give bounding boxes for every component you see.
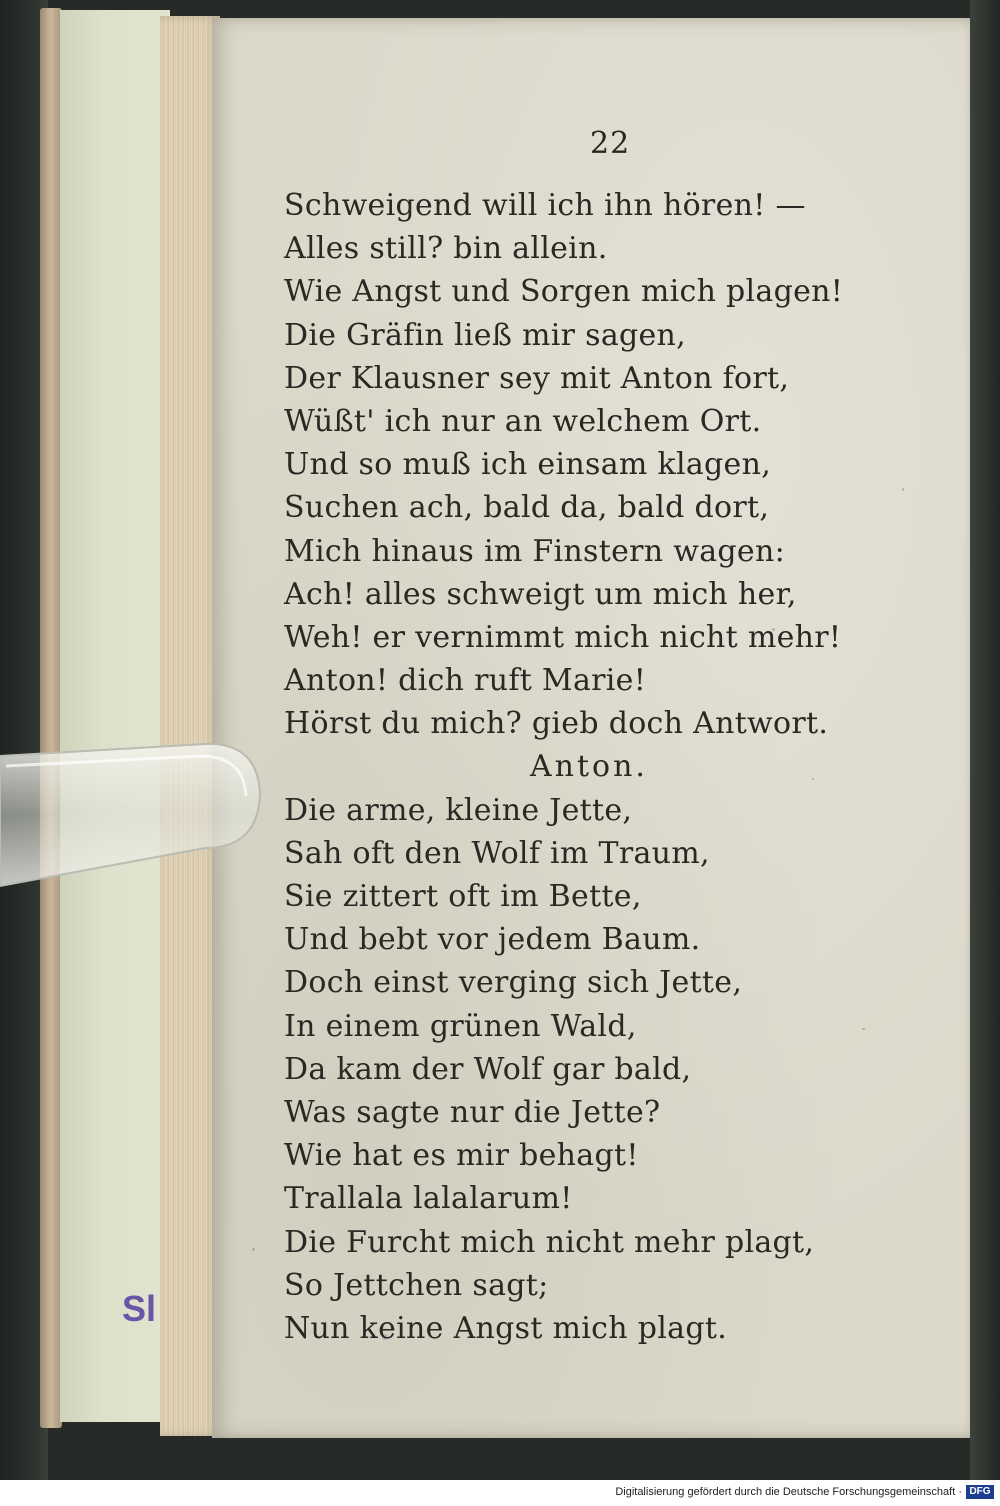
verse-line: In einem grünen Wald,	[284, 1008, 637, 1044]
verse-line: Wie Angst und Sorgen mich plagen!	[284, 274, 844, 310]
plastic-clip	[0, 742, 262, 888]
verse-line: Da kam der Wolf gar bald,	[284, 1051, 692, 1087]
speaker-name: Anton.	[530, 749, 648, 785]
verse-line: Und so muß ich einsam klagen,	[284, 447, 772, 483]
verse-line: Weh! er vernimmt mich nicht mehr!	[284, 619, 842, 655]
verse-line: Alles still? bin allein.	[284, 231, 608, 267]
verse-line: So Jettchen sagt;	[284, 1267, 549, 1303]
verse-line: Mich hinaus im Finstern wagen:	[284, 533, 786, 569]
verse-line: Sah oft den Wolf im Traum,	[284, 835, 710, 871]
verse-line: Schweigend will ich ihn hören! —	[284, 188, 806, 223]
verse-text	[284, 184, 884, 1350]
verse-line: Was sagte nur die Jette?	[284, 1094, 661, 1130]
verse-line: Sie zittert oft im Bette,	[284, 879, 642, 914]
verse-line: Wüßt' ich nur an welchem Ort.	[284, 403, 762, 439]
verse-line: Der Klausner sey mit Anton fort,	[284, 360, 790, 396]
verse-line: Die Gräfin ließ mir sagen,	[284, 317, 687, 353]
verse-line: Hörst du mich? gieb doch Antwort.	[284, 706, 829, 742]
verse-line: Nun keine Angst mich plagt.	[284, 1310, 728, 1346]
cover-edge	[40, 8, 62, 1428]
verse-line: Und bebt vor jedem Baum.	[284, 922, 701, 958]
verse-line: Trallala lalalarum!	[284, 1181, 573, 1217]
digitization-footer	[0, 1480, 1000, 1506]
page-number: 22	[590, 126, 631, 161]
verse-line: Ach! alles schweigt um mich her,	[284, 576, 797, 612]
book-board-right	[970, 0, 1000, 1480]
funding-credit: Digitalisierung gefördert durch die Deutsche Forschungsgemeinschaft ·	[615, 1486, 962, 1498]
verse-line: Suchen ach, bald da, bald dort,	[284, 490, 770, 526]
verse-line: Die Furcht mich nicht mehr plagt,	[284, 1224, 815, 1260]
verse-line: Doch einst verging sich Jette,	[284, 965, 743, 1001]
verse-line: Anton! dich ruft Marie!	[284, 663, 647, 699]
library-stamp-fragment: Sl	[122, 1288, 157, 1329]
page-block-edges	[160, 16, 220, 1436]
dfg-logo-icon: DFG	[966, 1485, 994, 1499]
verse-line: Wie hat es mir behagt!	[284, 1138, 639, 1174]
verse-line: Die arme, kleine Jette,	[284, 792, 633, 828]
previous-page-strip	[60, 10, 170, 1422]
